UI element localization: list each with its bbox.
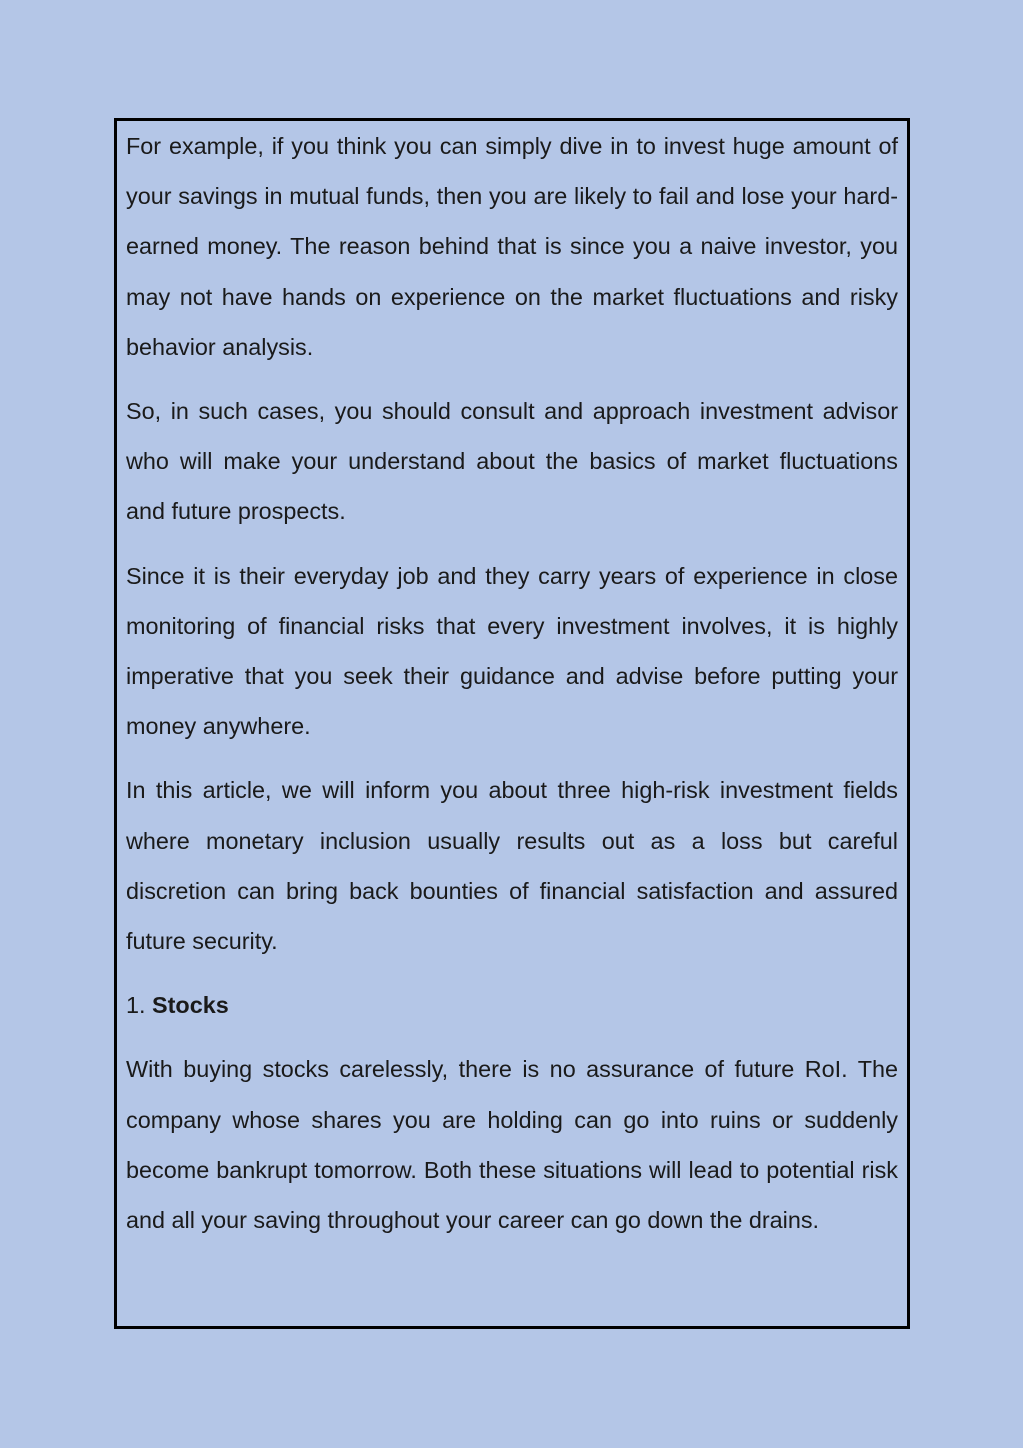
section-title: Stocks [152,992,229,1019]
text-content [126,121,898,1245]
paragraph: Since it is their everyday job and they carry years of experience in close monitoring of financial risks that every investment involves, it is highly imperative that you seek their guidance and advise before putting your money anywhere. [126,562,898,740]
text-box [114,118,910,1329]
paragraph: For example, if you think you can simply dive in to invest huge amount of your savings in mutual funds, then you are likely to fail and lose your hard-earned money. The reason behind that is since you a naive investor, you may not have hands on experience on the market fluctuations and risky behavior analysis. [126,133,898,360]
section-number: 1. [126,992,146,1019]
paragraph: So, in such cases, you should consult and approach investment advisor who will make your understand about the basics of market fluctuations and future prospects. [126,398,898,525]
paragraph: In this article, we will inform you about three high-risk investment fields where monetary inclusion usually results out as a loss but careful discretion can bring back bounties of financial satisfaction and assured future security. [126,777,898,955]
section-heading [126,980,898,1030]
paragraph: With buying stocks carelessly, there is no assurance of future RoI. The company whose shares you are holding can go into ruins or suddenly become bankrupt tomorrow. Both these situations will lead to potential risk and all your saving throughout your career can go down the drains. [126,1056,898,1234]
